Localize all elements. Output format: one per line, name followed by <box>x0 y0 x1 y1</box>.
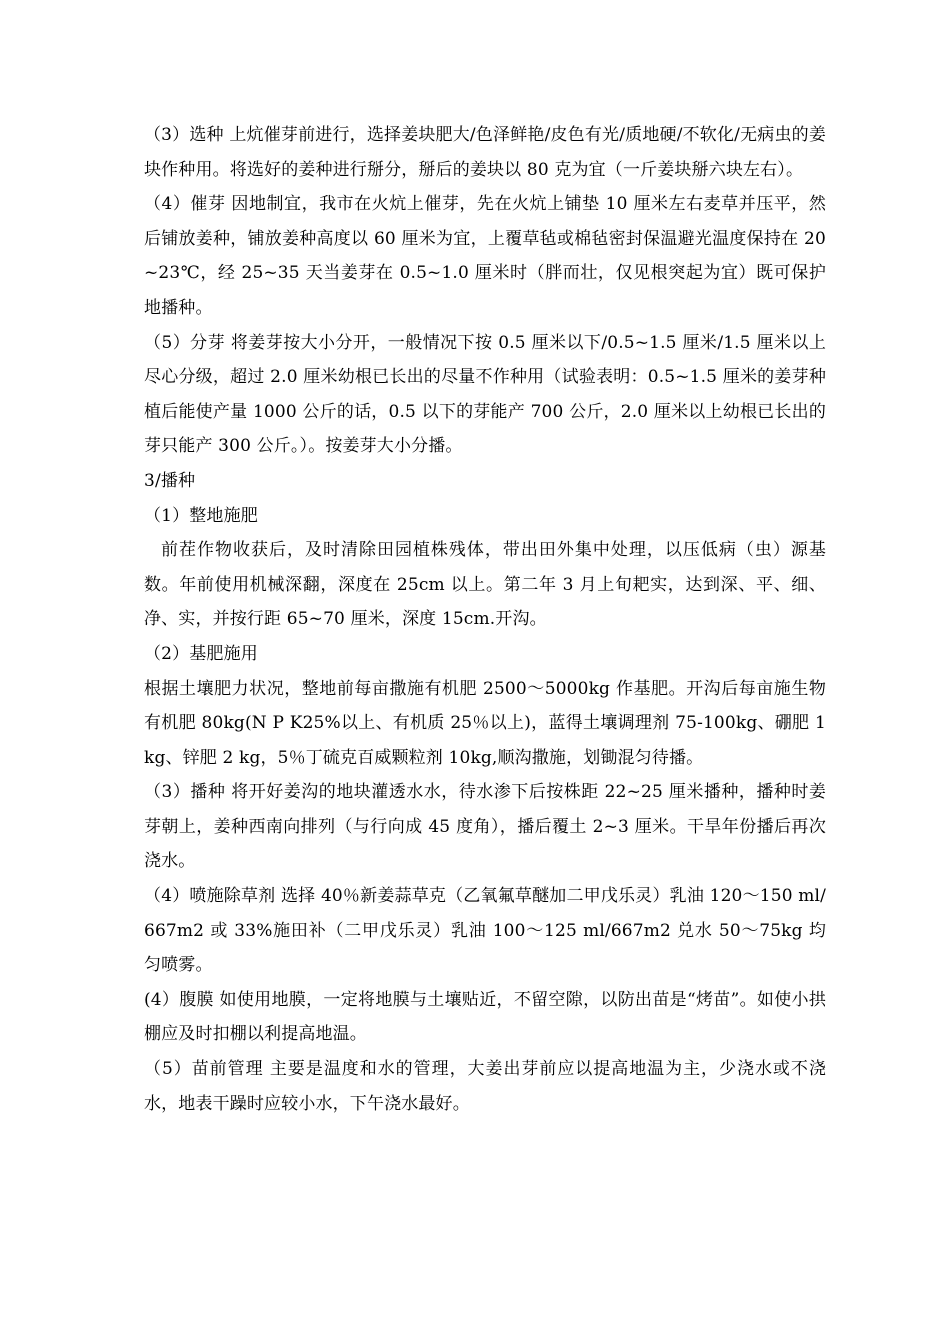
paragraph-seed-selection: （3）选种 上炕催芽前进行，选择姜块肥大/色泽鲜艳/皮色有光/质地硬/不软化/无病虫的姜块作种用。将选好的姜种进行掰分，掰后的姜块以 80 克为宜（一斤姜块掰六块左右）。 <box>144 125 826 180</box>
paragraph-sowing: （3）播种 将开好姜沟的地块灌透水水，待水渗下后按株距 22~25 厘米播种，播种时姜芽朝上，姜种西南向排列（与行向成 45 度角），播后覆土 2~3 厘米。干旱年份播后再次浇水。 <box>144 782 826 872</box>
paragraph-mulch-film: (4）腹膜 如使用地膜，一定将地膜与土壤贴近，不留空隙，以防出苗是“烤苗”。如使小拱棚应及时扣棚以利提高地温。 <box>144 989 826 1045</box>
document-body <box>144 118 826 1121</box>
subheading-land-preparation: （1）整地施肥 <box>144 505 258 526</box>
paragraph-herbicide: （4）喷施除草剂 选择 40％新姜蒜草克（乙氧氟草醚加二甲戊乐灵）乳油 120～150 ml/667m2 或 33%施田补（二甲戊乐灵）乳油 100～125 ml/667m2 兑水 50～75kg 均匀喷雾。 <box>144 886 826 976</box>
subheading-base-fertilizer: （2）基肥施用 <box>144 643 258 664</box>
paragraph-sprout-splitting: （5）分芽 将姜芽按大小分开，一般情况下按 0.5 厘米以下/0.5~1.5 厘米/1.5 厘米以上尽心分级，超过 2.0 厘米幼根已长出的尽量不作种用（试验表明：0.5~1.5 厘米的姜芽种植后能使产量 1000 公斤的话，0.5 以下的芽能产 700 公斤，2.0 厘米以上幼根已长出的芽只能产 300 公斤。）。按姜芽大小分播。 <box>144 332 826 457</box>
section-heading-sowing: 3/播种 <box>144 470 196 491</box>
paragraph-sprouting: （4）催芽 因地制宜，我市在火炕上催芽，先在火炕上铺垫 10 厘米左右麦草并压平，然后铺放姜种，铺放姜种高度以 60 厘米为宜，上覆草毡或棉毡密封保温避光温度保持在 20~23℃，经 25~35 天当姜芽在 0.5~1.0 厘米时（胖而壮，仅见根突起为宜）既可保护地播种。 <box>144 194 826 318</box>
paragraph-land-preparation: 前茬作物收获后，及时清除田园植株残体，带出田外集中处理，以压低病（虫）源基数。年前使用机械深翻，深度在 25cm 以上。第二年 3 月上旬耙实，达到深、平、细、净、实，并按行距 65~70 厘米，深度 15cm.开沟。 <box>144 540 826 630</box>
paragraph-pre-emergence-management: （5）苗前管理 主要是温度和水的管理，大姜出芽前应以提高地温为主，少浇水或不浇水，地表干躁时应较小水，下午浇水最好。 <box>144 1059 826 1114</box>
paragraph-base-fertilizer: 根据土壤肥力状况，整地前每亩撒施有机肥 2500～5000kg 作基肥。开沟后每亩施生物有机肥 80kg(N P K25%以上、有机质 25％以上)，蓝得土壤调理剂 75-100kg、硼肥 1 kg、锌肥 2 kg，5％丁硫克百威颗粒剂 10kg,顺沟撒施，划锄混匀待播。 <box>144 678 826 768</box>
